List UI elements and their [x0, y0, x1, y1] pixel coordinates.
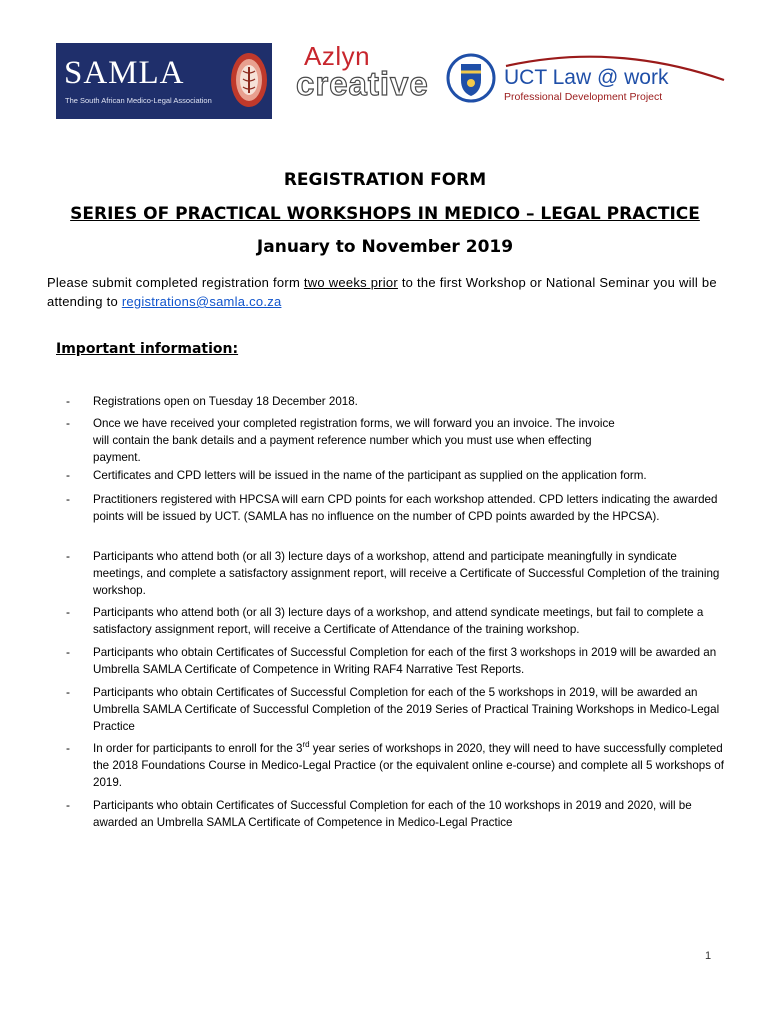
form-subtitle: SERIES OF PRACTICAL WORKSHOPS IN MEDICO – LEGAL PRACTICE — [70, 204, 700, 224]
bullet-dash: - — [66, 685, 70, 699]
bullet-dash: - — [66, 605, 70, 619]
list-item-text-before: In order for participants to enroll for the 3 — [93, 742, 303, 755]
list-item-text: Participants who attend both (or all 3) lecture days of a workshop, attend and participate meaningfully in syndicate meetings, and complete a satisfactory assignment report, will receive a Certificate of Successful Completion of the training workshop. — [93, 550, 720, 597]
important-heading: Important information: — [56, 341, 239, 357]
list-item-text: Participants who obtain Certificates of Successful Completion for each of the 10 workshops in 2019 and 2020, will be awarded an Umbrella SAMLA Certificate of Competence in Medico-Legal Practice — [93, 799, 692, 829]
page-number: 1 — [705, 950, 712, 962]
list-item-text: Participants who attend both (or all 3) lecture days of a workshop, and attend syndicate meetings, but fail to complete a satisfactory assignment report, will receive a Certificate of Attendance of the training workshop. — [93, 606, 704, 636]
samla-logo-name: SAMLA — [64, 55, 185, 91]
bullet-dash: - — [66, 798, 70, 812]
intro-text-before: Please submit completed registration form — [47, 275, 304, 290]
list-item-text: Practitioners registered with HPCSA will earn CPD points for each workshop attended. CPD letters indicating the awarded points will be issued by UCT. (SAMLA has no influence on the number of CPD points awarded by the HPCSA). — [93, 493, 718, 523]
list-item-text-after: year series of workshops in 2020, they will need to have successfully completed the 2018 Foundations Course in Medico-Legal Practice (or the equivalent online e-course) and complete all 5 workshops of 2019. — [93, 742, 724, 789]
list-item-text: Once we have received your completed registration forms, we will forward you an invoice. The invoice will contain the bank details and a payment reference number which you must use when effecting payment. — [93, 417, 615, 464]
list-item-text: Registrations open on Tuesday 18 December 2018. — [93, 395, 358, 408]
azlyn-creative-logo — [290, 41, 429, 110]
bullet-dash: - — [66, 492, 70, 506]
list-item-text: Participants who obtain Certificates of Successful Completion for each of the first 3 workshops in 2019 will be awarded an Umbrella SAMLA Certificate of Competence in Writing RAF4 Narrative Test Reports. — [93, 646, 717, 676]
uct-logo-title: UCT Law @ work — [504, 66, 669, 89]
bullet-dash: - — [66, 394, 70, 408]
samla-logo-subtitle: The South African Medico-Legal Association — [65, 96, 212, 105]
registration-email-link[interactable]: registrations@samla.co.za — [121, 294, 282, 309]
azlyn-logo-line2: creative — [296, 65, 429, 102]
ordinal-suffix: rd — [302, 740, 310, 750]
uct-crest-icon — [446, 50, 496, 106]
samla-logo — [56, 43, 272, 119]
bullet-dash: - — [66, 645, 70, 659]
form-title: REGISTRATION FORM — [283, 170, 487, 190]
bullet-dash: - — [66, 468, 70, 482]
intro-text-after: to the first Workshop or National Seminar you will be attending to — [47, 275, 717, 309]
bullet-dash: - — [66, 741, 70, 755]
list-item-text: Certificates and CPD letters will be issued in the name of the participant as supplied on the application form. — [93, 469, 647, 482]
uct-logo — [504, 52, 724, 112]
bullet-dash: - — [66, 549, 70, 563]
uct-logo-subtitle: Professional Development Project — [504, 91, 663, 103]
samla-emblem-icon — [230, 51, 268, 109]
azlyn-logo-line1: Azlyn — [304, 41, 371, 71]
form-period: January to November 2019 — [256, 237, 514, 257]
intro-paragraph — [47, 273, 737, 311]
intro-deadline: two weeks prior — [303, 275, 398, 290]
bullet-dash: - — [66, 416, 70, 430]
list-item-text: Participants who obtain Certificates of Successful Completion for each of the 5 workshops in 2019, will be awarded an Umbrella SAMLA Certificate of Successful Completion of the 2019 Series of Practical Training Workshops in Medico-Legal Practice — [93, 686, 720, 733]
list-item-text — [93, 740, 726, 791]
